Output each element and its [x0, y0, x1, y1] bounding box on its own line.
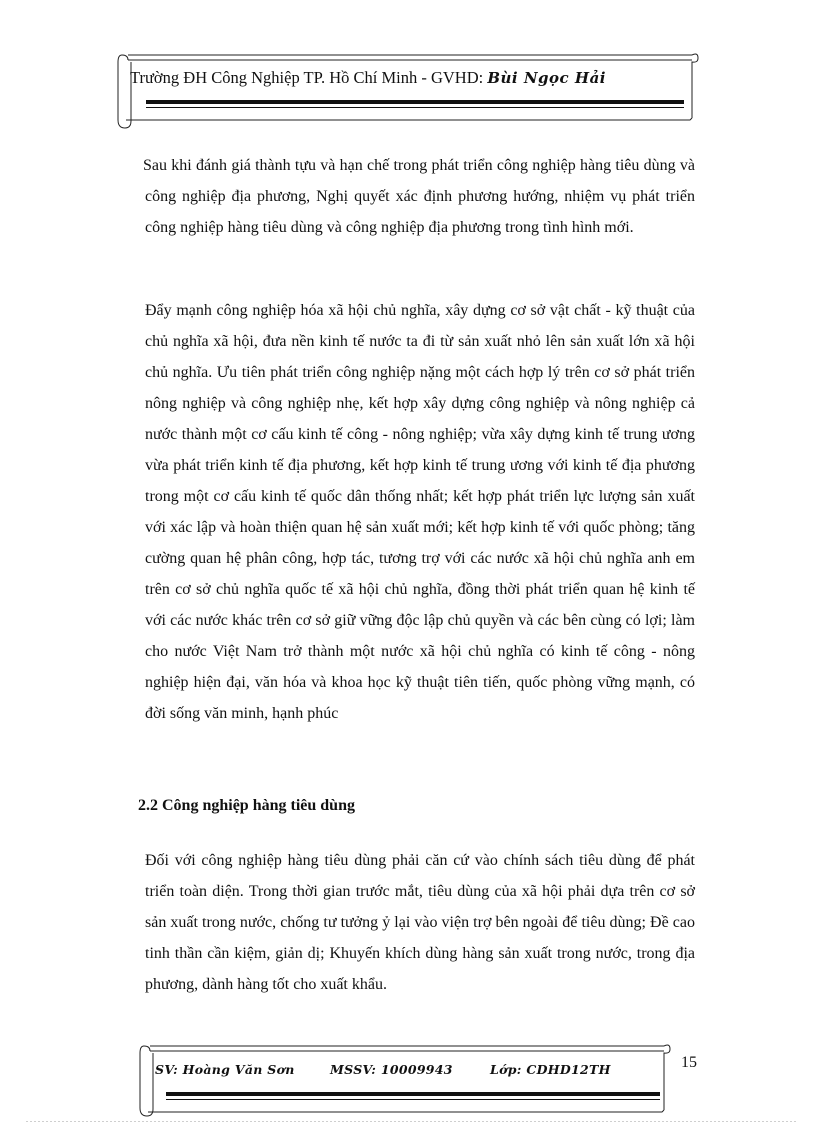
- paragraph-main: Đẩy mạnh công nghiệp hóa xã hội chủ nghĩa, xây dựng cơ sở vật chất - kỹ thuật của chủ nghĩa xã hội, đưa nền kinh tế nước ta đi từ sản xuất nhỏ lên sản xuất lớn xã hội chủ nghĩa. Ưu tiên phát triển công nghiệp nặng một cách hợp lý trên cơ sở phát triển nông nghiệp và công nghiệp nhẹ, kết hợp xây dựng công nghiệp và nông nghiệp cả nước thành một cơ cấu kinh tế công - nông nghiệp; vừa xây dựng kinh tế trung ương vừa phát triển kinh tế địa phương, kết hợp kinh tế trung ương với kinh tế địa phương trong một cơ cấu kinh tế quốc dân thống nhất; kết hợp phát triển lực lượng sản xuất với xác lập và hoàn thiện quan hệ sản xuất mới; kết hợp kinh tế với quốc phòng; tăng cường quan hệ phân công, hợp tác, tương trợ với các nước xã hội chủ nghĩa anh em trên cơ sở chủ nghĩa quốc tế xã hội chủ nghĩa, đồng thời phát triển quan hệ kinh tế với các nước khác trên cơ sở giữ vững độc lập chủ quyền và các bên cùng có lợi; làm cho nước Việt Nam trở thành một nước xã hội chủ nghĩa có kinh tế công - nông nghiệp hiện đại, văn hóa và khoa học kỹ thuật tiên tiến, quốc phòng vững mạnh, có đời sống văn minh, hạnh phúc: [145, 302, 695, 722]
- header-advisor: Bùi Ngọc Hải: [487, 69, 606, 87]
- page-number: 15: [681, 1054, 697, 1071]
- section-heading: 2.2 Công nghiệp hàng tiêu dùng: [138, 797, 355, 814]
- footer-rule-thick: [166, 1092, 660, 1096]
- page-bottom-dotted-line: [26, 1121, 796, 1122]
- header-school: Trường ĐH Công Nghiệp TP. Hồ Chí Minh - GVHD:: [130, 68, 484, 87]
- paragraph-section: Đối với công nghiệp hàng tiêu dùng phải căn cứ vào chính sách tiêu dùng để phát triển toàn diện. Trong thời gian trước mắt, tiêu dùng của xã hội phải dựa trên cơ sở sản xuất trong nước, chống tư tưởng ỷ lại vào viện trợ bên ngoài để tiêu dùng; Đề cao tinh thần cần kiệm, giản dị; Khuyến khích dùng hàng sản xuất trong nước, trong địa phương, dành hàng tốt cho xuất khẩu.: [145, 852, 695, 993]
- footer-rule-thin: [166, 1099, 660, 1100]
- footer-class: Lớp: CDHD12TH: [490, 1062, 611, 1077]
- footer-student-id: MSSV: 10009943: [330, 1062, 453, 1077]
- footer-student: SV: Hoàng Văn Sơn: [155, 1062, 295, 1077]
- paragraph-intro: Sau khi đánh giá thành tựu và hạn chế trong phát triển công nghiệp hàng tiêu dùng và công nghiệp địa phương, Nghị quyết xác định phương hướng, nhiệm vụ phát triển công nghiệp hàng tiêu dùng và công nghiệp địa phương trong tình hình mới.: [143, 157, 695, 236]
